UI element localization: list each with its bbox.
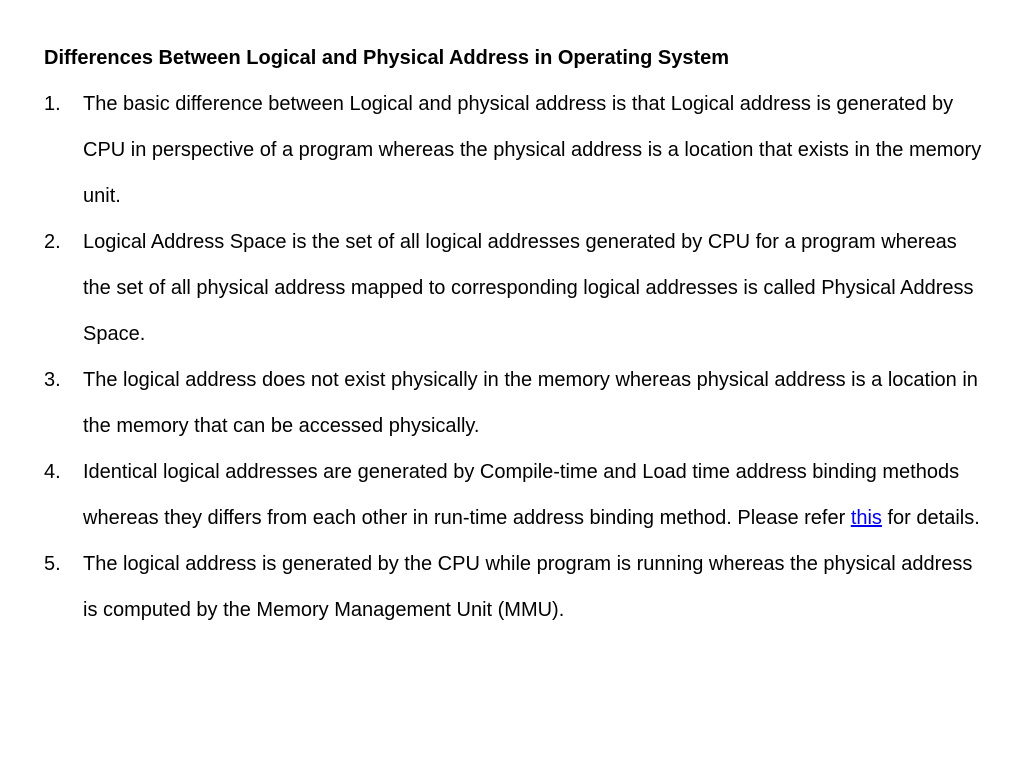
list-number-4: 4. bbox=[44, 461, 61, 483]
list-text-3: The logical address does not exist physically in the memory whereas physical address is a location in the memory that can be accessed physically. bbox=[83, 369, 978, 437]
list-item-5 bbox=[44, 541, 984, 633]
differences-list bbox=[44, 81, 984, 633]
list-text-4-before-link: Identical logical addresses are generated by Compile-time and Load time address binding methods whereas they differs from each other in run-time address binding method. Please refer bbox=[83, 461, 960, 529]
list-number-3: 3. bbox=[44, 369, 61, 391]
document-title: Differences Between Logical and Physical Address in Operating System bbox=[44, 47, 730, 69]
list-number-5: 5. bbox=[44, 553, 61, 575]
list-number-2: 2. bbox=[44, 231, 61, 253]
list-item-1 bbox=[44, 81, 984, 219]
list-number-1: 1. bbox=[44, 93, 61, 115]
list-item-4 bbox=[44, 449, 984, 541]
list-text-1: The basic difference between Logical and physical address is that Logical address is generated by CPU in perspective of a program whereas the physical address is a location that exists in the memory unit. bbox=[83, 93, 982, 207]
list-item-3 bbox=[44, 357, 984, 449]
details-link[interactable]: this bbox=[850, 507, 882, 529]
list-item-2 bbox=[44, 219, 984, 357]
list-text-5: The logical address is generated by the CPU while program is running whereas the physical address is computed by the Memory Management Unit (MMU). bbox=[83, 553, 973, 621]
list-text-4-after-link: for details. bbox=[881, 507, 980, 529]
list-text-2: Logical Address Space is the set of all logical addresses generated by CPU for a program whereas the set of all physical address mapped to corresponding logical addresses is called Physical Address Space. bbox=[83, 231, 974, 345]
